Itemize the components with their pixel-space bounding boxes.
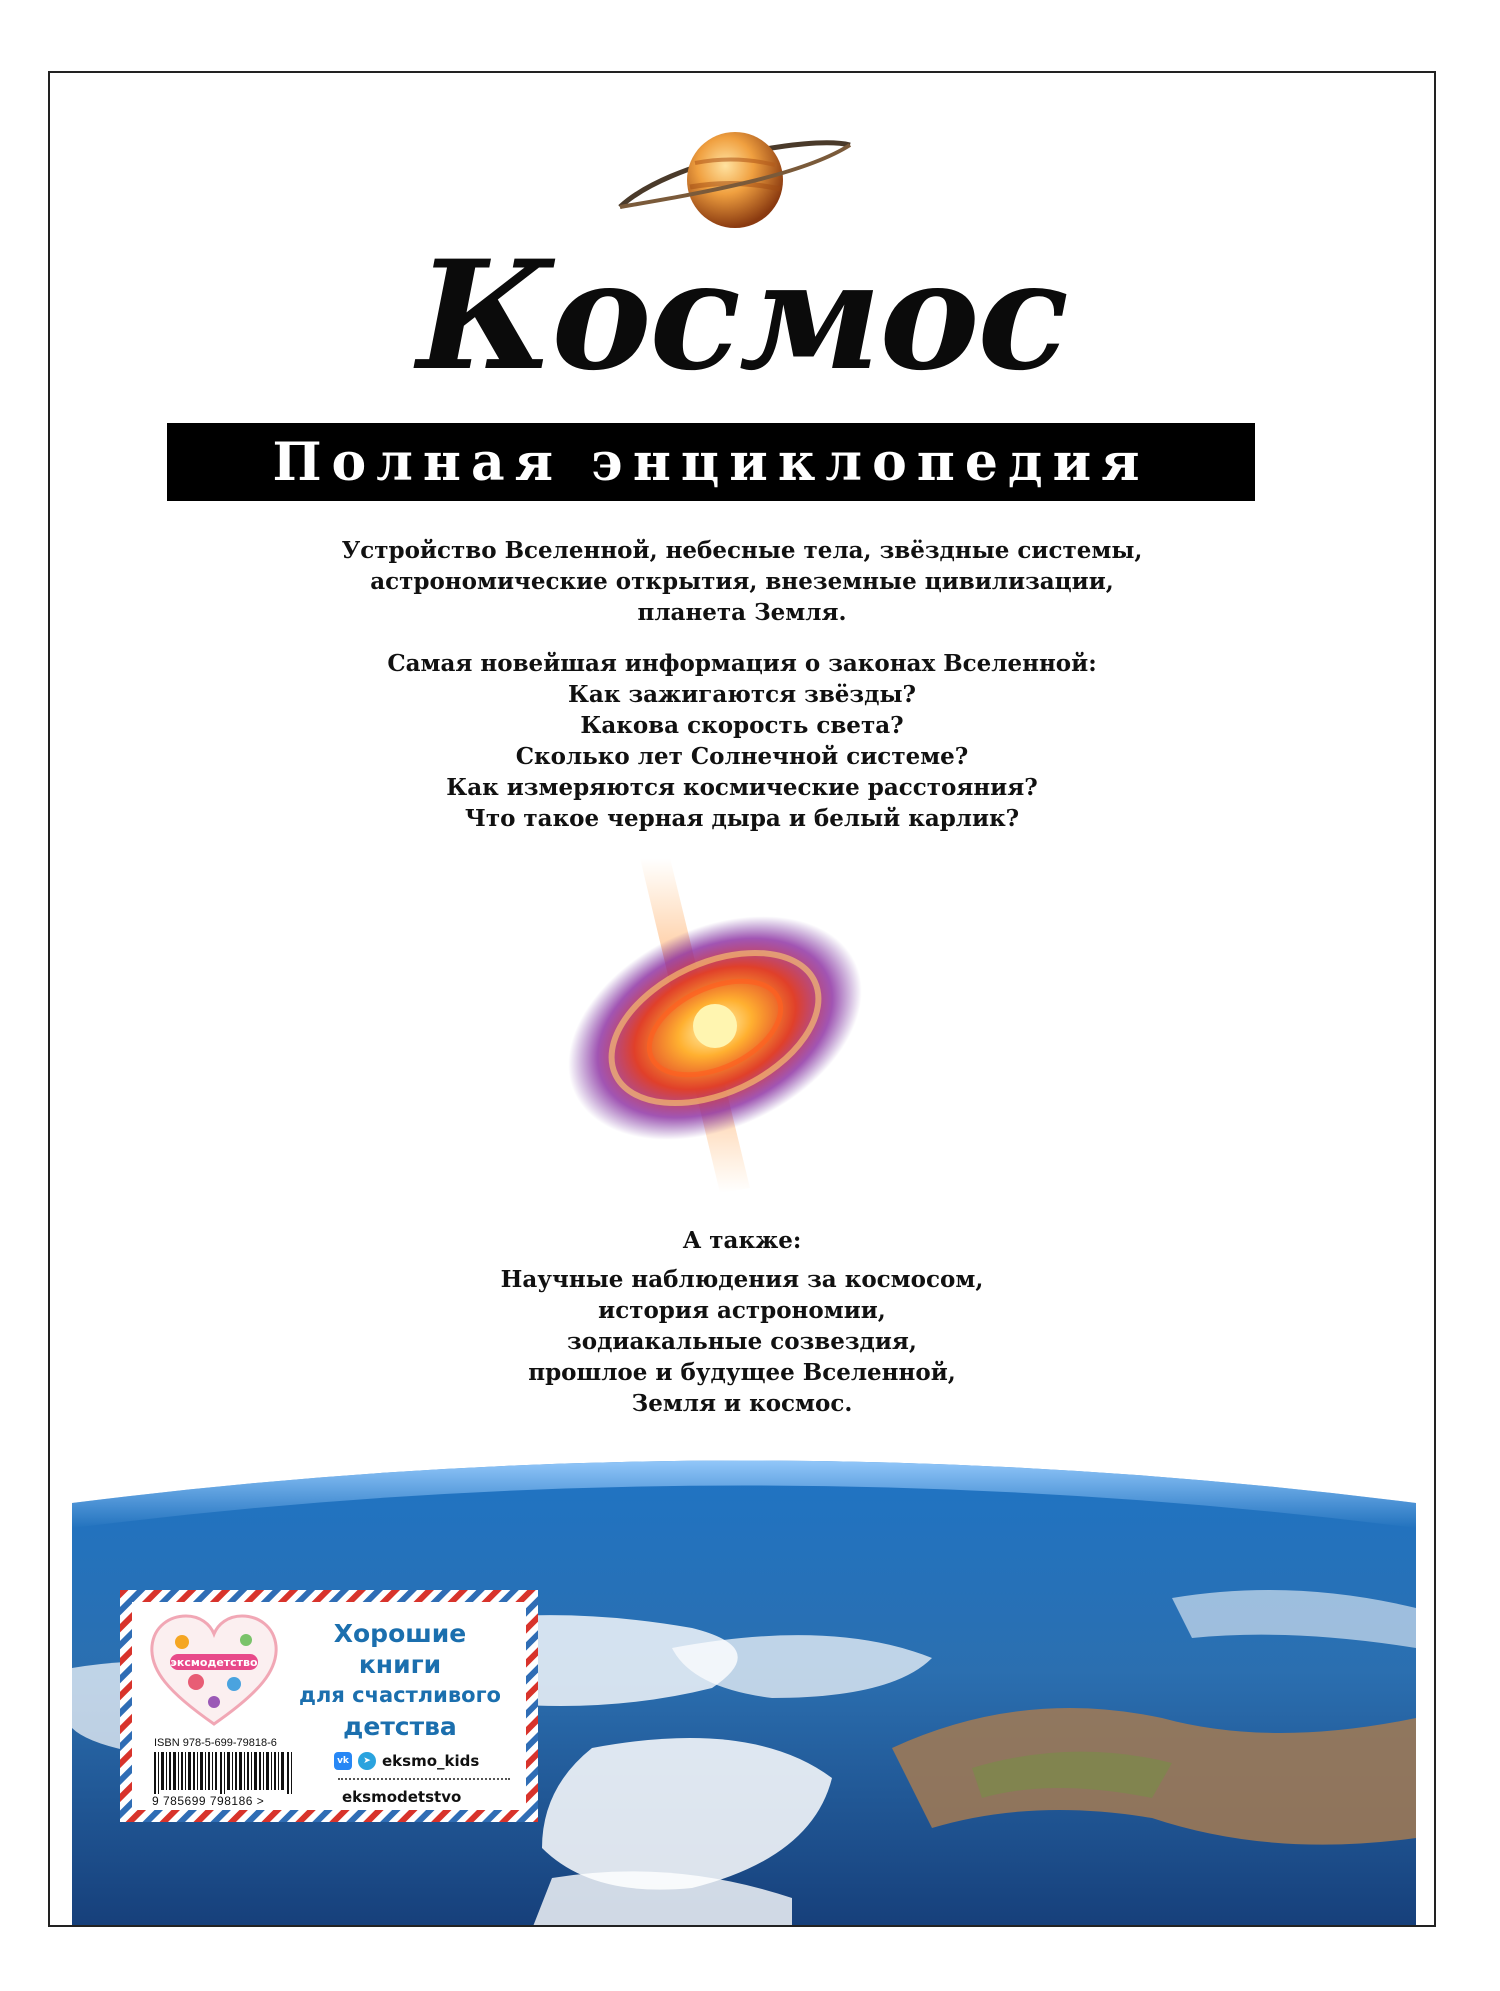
blurb-line: Научные наблюдения за космосом, xyxy=(500,1266,984,1293)
blurb-line: Как зажигаются звёзды? xyxy=(568,681,916,708)
book-title: Космос xyxy=(417,228,1067,404)
slogan-line: книги xyxy=(358,1650,442,1679)
telegram-icon: ➤ xyxy=(358,1752,376,1770)
publisher-card xyxy=(120,1590,538,1822)
heart-logo-icon xyxy=(148,1612,280,1730)
blurb-line: планета Земля. xyxy=(637,599,847,626)
site-handle: eksmodetstvo xyxy=(342,1788,462,1806)
card-content xyxy=(132,1602,526,1810)
book-subtitle: Полная энциклопедия xyxy=(272,431,1150,493)
isbn-text: ISBN 978-5-699-79818-6 xyxy=(154,1737,277,1749)
slogan-line: Хорошие xyxy=(333,1619,467,1648)
blurb-questions xyxy=(230,648,1254,834)
social-handle: eksmo_kids xyxy=(382,1752,480,1770)
divider xyxy=(338,1778,510,1780)
saturn-icon xyxy=(610,115,860,245)
cover-frame xyxy=(48,71,1436,1927)
blurb-line: зодиакальные созвездия, xyxy=(567,1328,917,1355)
blurb-line: Как измеряются космические расстояния? xyxy=(446,774,1038,801)
blurb-line: астрономические открытия, внеземные цивилизации, xyxy=(370,568,1114,595)
blurb-line: прошлое и будущее Вселенной, xyxy=(528,1359,956,1386)
blurb-line: Земля и космос. xyxy=(631,1390,853,1417)
slogan-line: детства xyxy=(343,1712,457,1741)
slogan-line: для счастливого xyxy=(298,1683,501,1707)
blurb-also xyxy=(230,1225,1254,1419)
blurb-line: Что такое черная дыра и белый карлик? xyxy=(464,805,1020,832)
blurb-line: Устройство Вселенной, небесные тела, звёздные системы, xyxy=(341,537,1143,564)
galaxy-image xyxy=(520,848,920,1208)
blurb-line: история астрономии, xyxy=(598,1297,886,1324)
slogan xyxy=(290,1618,510,1742)
logo-text: эксмодетство xyxy=(170,1656,258,1669)
blurb-intro xyxy=(230,535,1254,628)
barcode-number: 9 785699 798186 > xyxy=(152,1794,265,1808)
blurb-line: Какова скорость света? xyxy=(580,712,904,739)
blurb-heading: А также: xyxy=(682,1227,802,1254)
vk-icon: vk xyxy=(334,1752,352,1770)
subtitle-bar xyxy=(167,423,1255,501)
social-row xyxy=(334,1752,479,1770)
barcode-icon xyxy=(154,1752,296,1794)
blurb-line: Сколько лет Солнечной системе? xyxy=(515,743,969,770)
blurb-line: Самая новейшая информация о законах Вселенной: xyxy=(387,650,1097,677)
